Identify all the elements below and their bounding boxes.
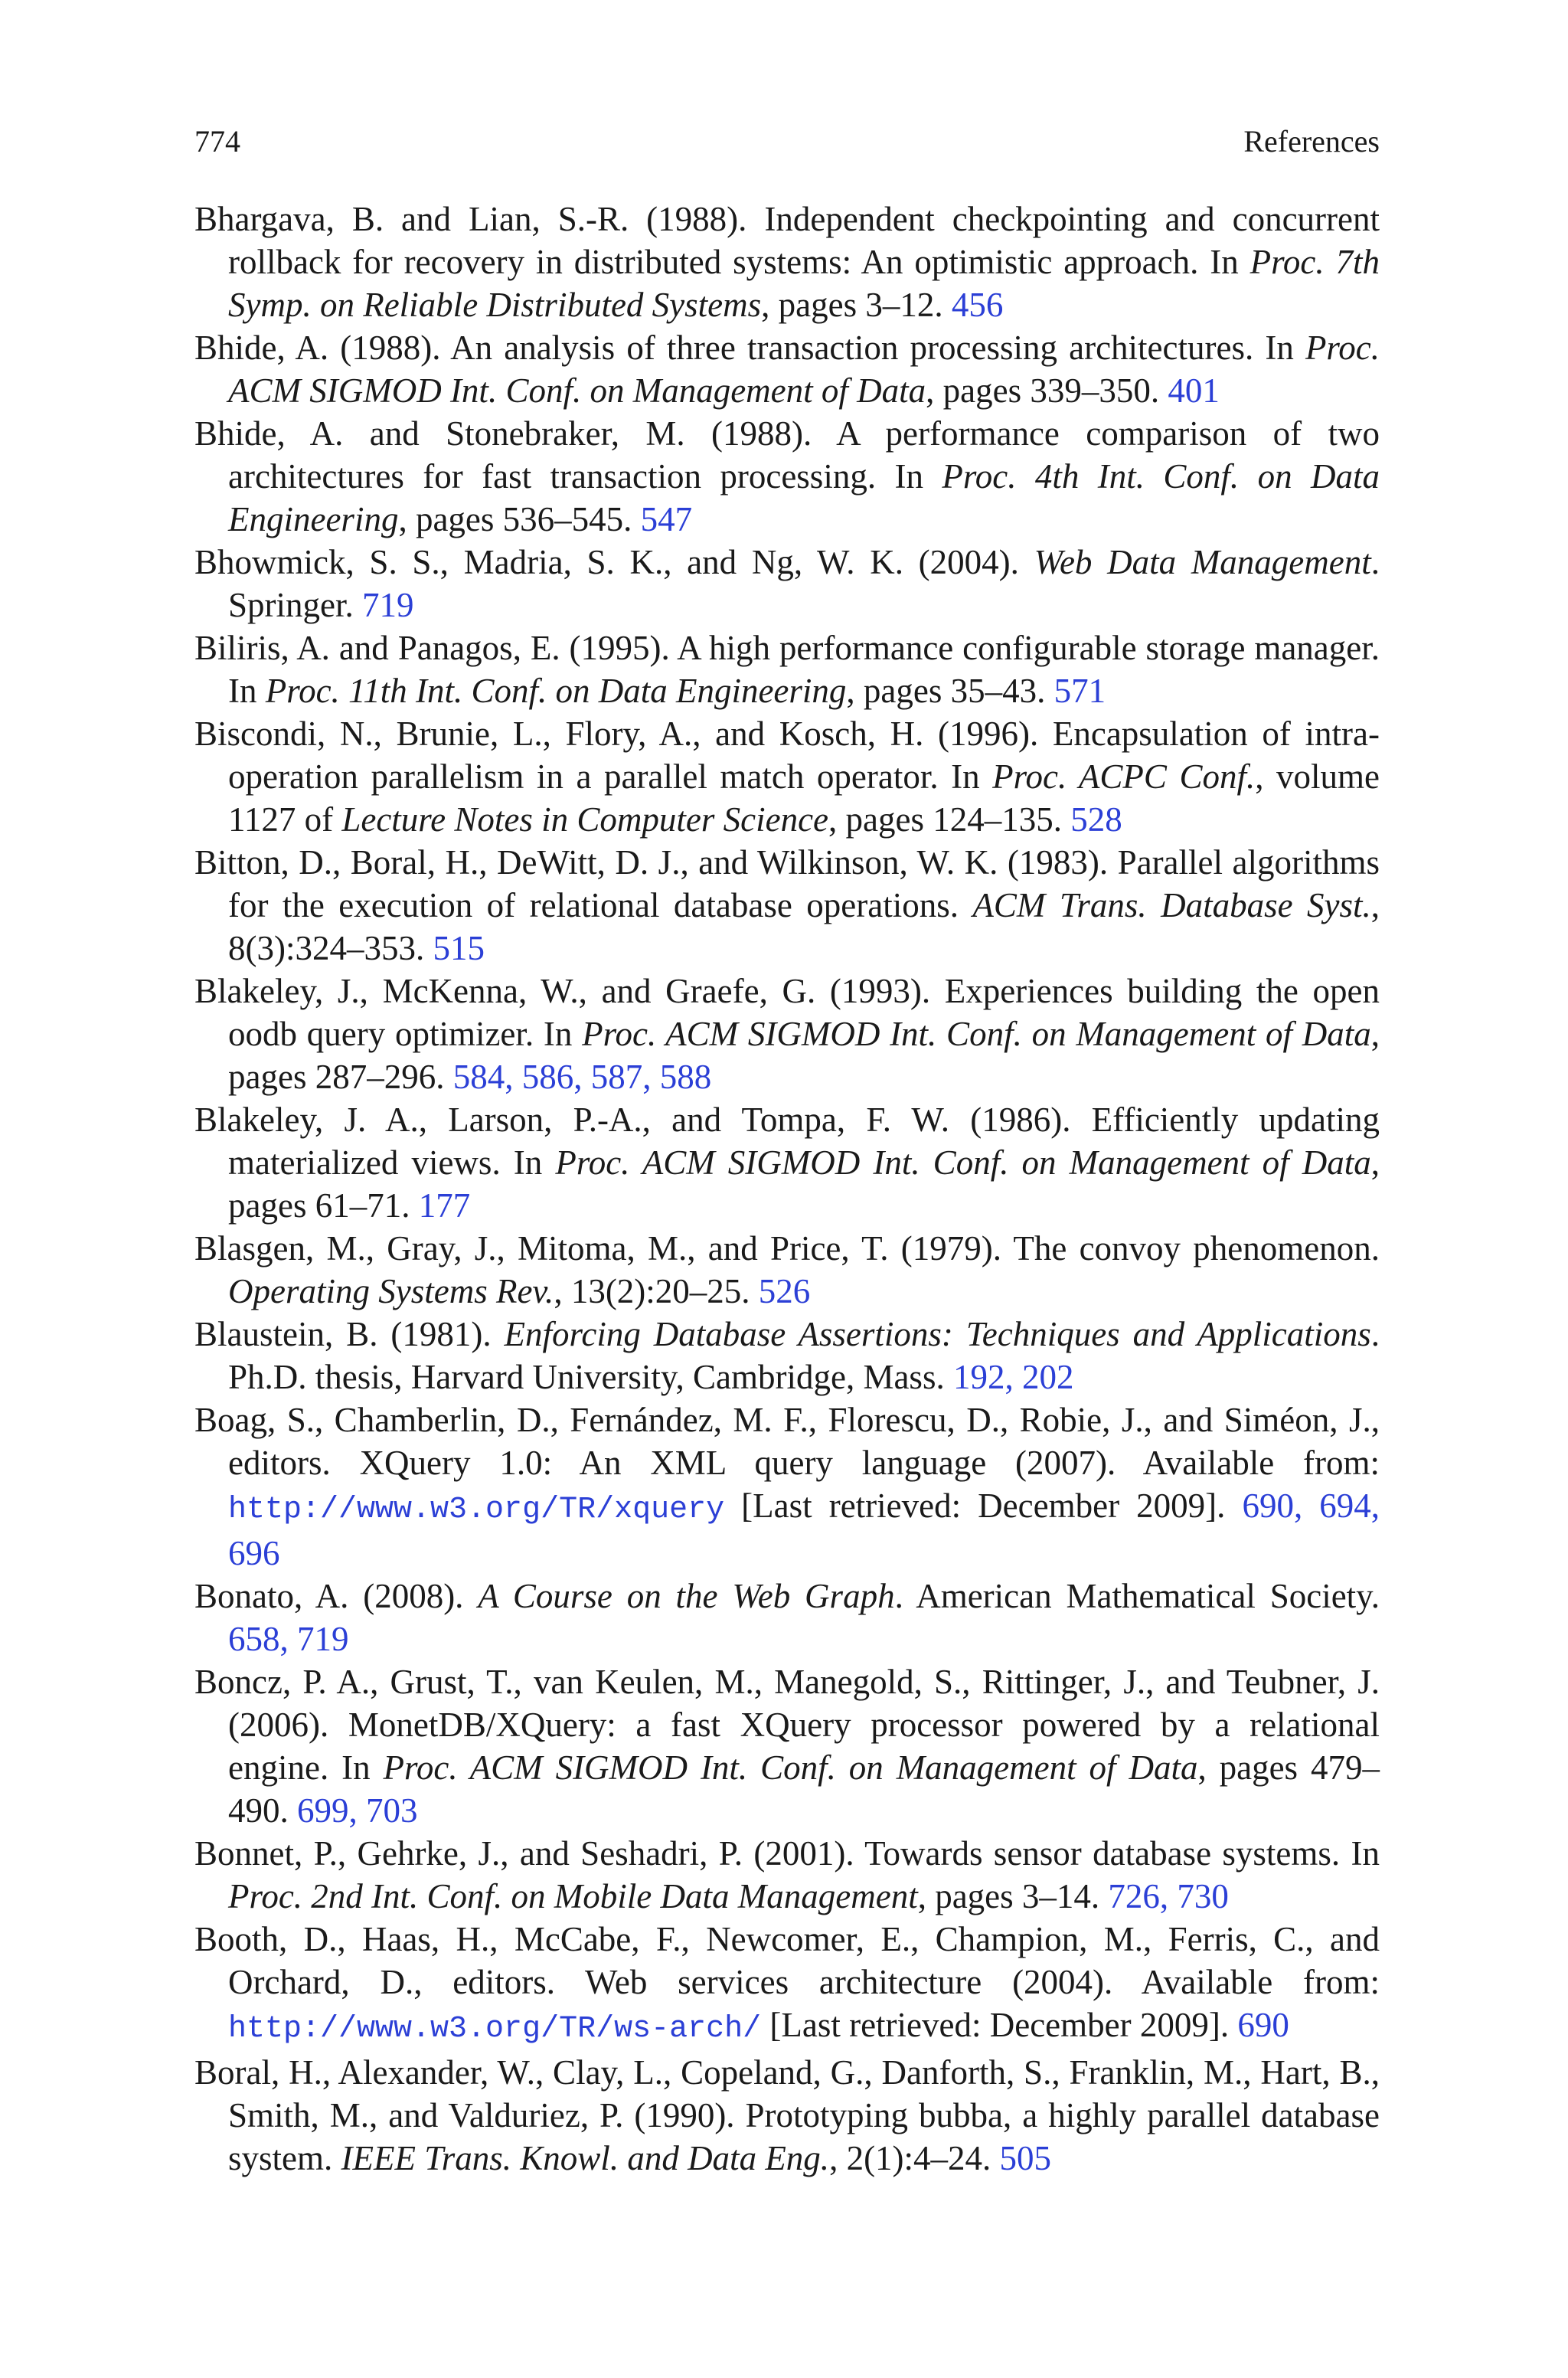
reference-entry <box>194 412 1380 541</box>
page-ref-link[interactable]: 526 <box>758 1272 811 1310</box>
page-ref-link[interactable]: 571 <box>1054 672 1106 710</box>
reference-entry <box>194 2051 1380 2180</box>
reference-text: , pages 479–490. <box>228 1748 1380 1830</box>
reference-venue: Proc. ACM SIGMOD Int. Conf. on Management of Data <box>228 329 1380 410</box>
reference-series: Lecture Notes in Computer Science <box>341 800 829 839</box>
reference-text: , 8(3):324–353. <box>228 886 1380 967</box>
reference-text: Biliris, A. and Panagos, E. (1995). A high performance configurable storage manager. In <box>194 629 1380 710</box>
reference-venue: Proc. 2nd Int. Conf. on Mobile Data Management <box>228 1877 918 1915</box>
reference-text: Booth, D., Haas, H., McCabe, F., Newcomer, E., Champion, M., Ferris, C., and Orchard, D., editors. Web services architecture (2004). Available from: <box>194 1920 1380 2001</box>
reference-text: , volume 1127 of <box>228 757 1380 839</box>
reference-text: . Ph.D. thesis, Harvard University, Cambridge, Mass. <box>228 1315 1380 1396</box>
page-ref-link[interactable]: 401 <box>1168 371 1220 410</box>
reference-text: , pages 339–350. <box>926 371 1160 410</box>
page-ref-link[interactable]: 658, 719 <box>228 1620 349 1658</box>
reference-text: Bitton, D., Boral, H., DeWitt, D. J., and Wilkinson, W. K. (1983). Parallel algorithms for the execution of relational database operations. <box>194 843 1380 924</box>
page-header <box>194 123 1380 161</box>
reference-entry <box>194 970 1380 1098</box>
page-ref-link[interactable]: 192, 202 <box>952 1358 1074 1396</box>
reference-text: Blaustein, B. (1981). <box>194 1315 505 1353</box>
page-ref-link[interactable]: 456 <box>951 286 1004 324</box>
reference-text: , pages 124–135. <box>828 800 1062 839</box>
reference-title: Web Data Management <box>1034 543 1371 581</box>
reference-entry <box>194 841 1380 970</box>
reference-venue: Proc. ACM SIGMOD Int. Conf. on Management of Data <box>555 1143 1371 1182</box>
reference-entry <box>194 1398 1380 1575</box>
page-number: 774 <box>194 124 240 159</box>
reference-text: , 2(1):4–24. <box>829 2139 991 2177</box>
reference-text: , pages 287–296. <box>228 1015 1380 1096</box>
page-ref-link[interactable]: 726, 730 <box>1108 1877 1229 1915</box>
reference-text: Boral, H., Alexander, W., Clay, L., Copeland, G., Danforth, S., Franklin, M., Hart, B., Smith, M., and Valduriez, P. (1990). Prototyping bubba, a highly parallel database system. <box>194 2053 1380 2177</box>
reference-entry <box>194 1098 1380 1227</box>
reference-text: Biscondi, N., Brunie, L., Flory, A., and Kosch, H. (1996). Encapsulation of intra-operation parallelism in a parallel match operator. In <box>194 715 1380 796</box>
reference-url-link[interactable]: http://www.w3.org/TR/xquery <box>228 1493 725 1527</box>
reference-entry <box>194 712 1380 841</box>
reference-entry <box>194 1227 1380 1313</box>
reference-entry <box>194 1575 1380 1660</box>
reference-text: , pages 35–43. <box>846 672 1046 710</box>
reference-venue: Proc. ACM SIGMOD Int. Conf. on Management of Data <box>383 1748 1198 1787</box>
reference-text: Bonnet, P., Gehrke, J., and Seshadri, P. (2001). Towards sensor database systems. In <box>194 1834 1380 1873</box>
reference-text: , pages 3–14. <box>917 1877 1100 1915</box>
page-ref-link[interactable]: 528 <box>1070 800 1122 839</box>
reference-entry <box>194 198 1380 326</box>
reference-text: , pages 536–545. <box>398 500 632 538</box>
running-head: References <box>1243 124 1380 159</box>
reference-text: Blakeley, J. A., Larson, P.-A., and Tompa, F. W. (1986). Efficiently updating materialized views. In <box>194 1101 1380 1182</box>
reference-venue: Operating Systems Rev. <box>228 1272 554 1310</box>
reference-text: , pages 3–12. <box>761 286 943 324</box>
reference-venue: Proc. ACM SIGMOD Int. Conf. on Management of Data <box>582 1015 1371 1053</box>
reference-venue: Proc. 11th Int. Conf. on Data Engineering <box>265 672 847 710</box>
reference-text: , 13(2):20–25. <box>554 1272 750 1310</box>
page-ref-link[interactable]: 547 <box>640 500 693 538</box>
reference-venue: Proc. 4th Int. Conf. on Data Engineering <box>228 457 1380 538</box>
reference-entry <box>194 1313 1380 1398</box>
reference-text: Bhowmick, S. S., Madria, S. K., and Ng, W. K. (2004). <box>194 543 1034 581</box>
reference-entry <box>194 1918 1380 2051</box>
reference-title: A Course on the Web Graph <box>478 1577 895 1615</box>
reference-text: Boncz, P. A., Grust, T., van Keulen, M., Manegold, S., Rittinger, J., and Teubner, J. (2006). MonetDB/XQuery: a fast XQuery processor powered by a relational engine. In <box>194 1663 1380 1787</box>
reference-text: Bhide, A. (1988). An analysis of three transaction processing architectures. In <box>194 329 1305 367</box>
reference-entry <box>194 1660 1380 1832</box>
reference-venue: Proc. 7th Symp. on Reliable Distributed Systems <box>228 243 1380 324</box>
page-ref-link[interactable]: 177 <box>418 1186 471 1225</box>
reference-entry <box>194 626 1380 712</box>
page-ref-link[interactable]: 584, 586, 587, 588 <box>452 1058 712 1096</box>
page-ref-link[interactable]: 690 <box>1237 2006 1289 2044</box>
page-ref-link[interactable]: 719 <box>362 586 414 624</box>
reference-text: Blasgen, M., Gray, J., Mitoma, M., and Price, T. (1979). The convoy phenomenon. <box>194 1229 1380 1268</box>
reference-text: . American Mathematical Society. <box>894 1577 1380 1615</box>
reference-venue: Proc. ACPC Conf. <box>992 757 1256 796</box>
reference-text: Blakeley, J., McKenna, W., and Graefe, G. (1993). Experiences building the open oodb query optimizer. In <box>194 972 1380 1053</box>
reference-text: Bonato, A. (2008). <box>194 1577 479 1615</box>
page-ref-link[interactable]: 690, 694, 696 <box>228 1487 1380 1572</box>
reference-text: Bhargava, B. and Lian, S.-R. (1988). Independent checkpointing and concurrent rollback for recovery in distributed systems: An optimistic approach. In <box>194 200 1380 281</box>
reference-text: , pages 61–71. <box>228 1143 1380 1225</box>
reference-entry <box>194 541 1380 626</box>
page-ref-link[interactable]: 699, 703 <box>297 1791 418 1830</box>
reference-text: . Springer. <box>228 543 1380 624</box>
page-ref-link[interactable]: 515 <box>433 929 485 967</box>
reference-text: [Last retrieved: December 2009]. <box>761 2006 1230 2044</box>
reference-text: [Last retrieved: December 2009]. <box>724 1487 1226 1525</box>
reference-title: Enforcing Database Assertions: Techniques and Applications <box>504 1315 1371 1353</box>
reference-text: Boag, S., Chamberlin, D., Fernández, M. F., Florescu, D., Robie, J., and Siméon, J., editors. XQuery 1.0: An XML query language (2007). Available from: <box>194 1401 1380 1482</box>
reference-url-link[interactable]: http://www.w3.org/TR/ws-arch/ <box>228 2012 762 2046</box>
reference-entry <box>194 326 1380 412</box>
reference-text: Bhide, A. and Stonebraker, M. (1988). A performance comparison of two architectures for fast transaction processing. In <box>194 414 1380 496</box>
page-ref-link[interactable]: 505 <box>999 2139 1052 2177</box>
reference-venue: IEEE Trans. Knowl. and Data Eng. <box>341 2139 830 2177</box>
reference-list <box>194 198 1380 2180</box>
reference-entry <box>194 1832 1380 1918</box>
reference-venue: ACM Trans. Database Syst. <box>972 886 1371 924</box>
